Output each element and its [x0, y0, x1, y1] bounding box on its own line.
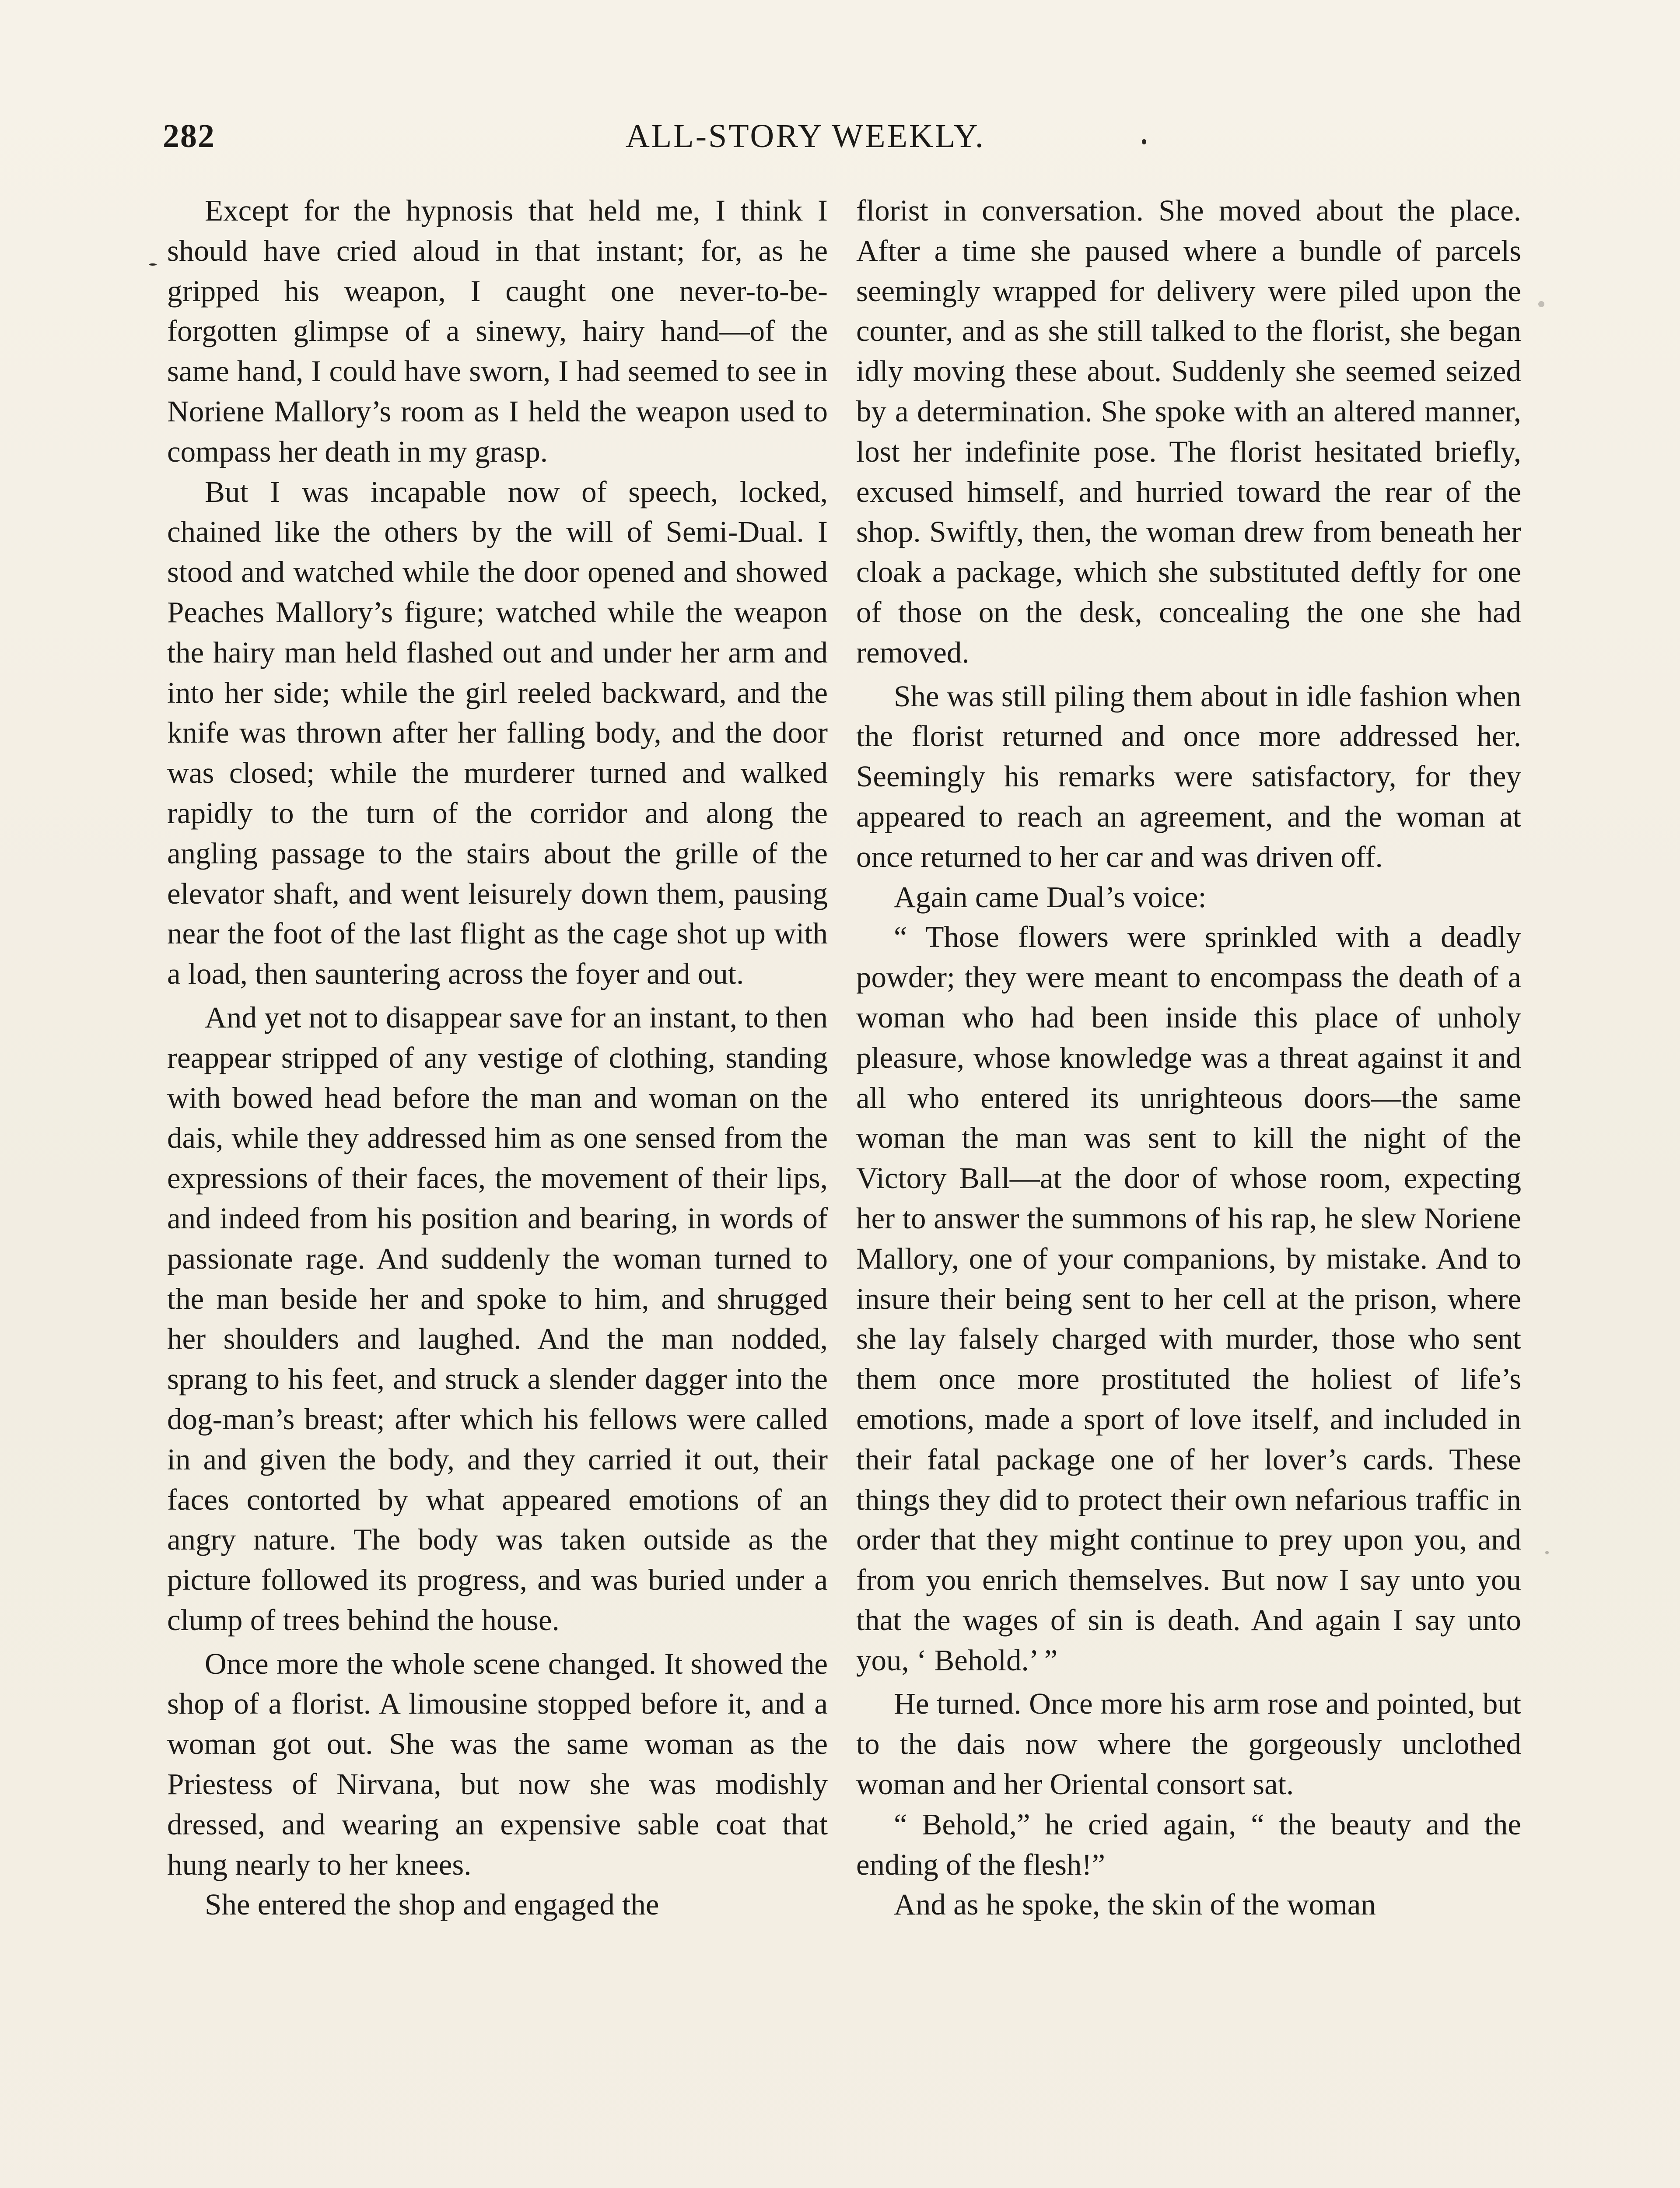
left-column	[167, 191, 828, 1925]
paragraph-continued: florist in conversation. She moved about the place. After a time she paused where a bundle of parcels seemingly wrapped for delivery were piled upon the counter, and as she still talked to the florist, she began idly moving these about. Suddenly she seemed seized by a determination. She spoke with an altered manner, lost her indefinite pose. The florist hesitated briefly, excused himself, and hurried toward the rear of the shop. Swiftly, then, the woman drew from beneath her cloak a package, which she substituted deftly for one of those on the desk, concealing the one she had removed.	[856, 194, 1521, 669]
page-header	[163, 117, 1531, 165]
running-head: ALL-STORY WEEKLY.	[626, 118, 985, 154]
print-speck	[1538, 301, 1544, 307]
paragraph: He turned. Once more his arm rose and pointed, but to the dais now where the gorgeously unclothed woman and her Oriental consort sat.	[856, 1687, 1521, 1801]
right-column	[856, 191, 1521, 1925]
paragraph: Once more the whole scene changed. It showed the shop of a florist. A limousine stopped before it, and a woman got out. She was the same woman as the Priestess of Nirvana, but now she was modishly dressed, and wearing an expensive sable coat that hung nearly to her knees.	[167, 1647, 828, 1881]
paragraph: She entered the shop and engaged the	[205, 1888, 659, 1922]
print-speck	[149, 263, 157, 266]
page-number: 282	[163, 118, 215, 154]
paragraph: Again came Dual’s voice:	[894, 880, 1207, 914]
paragraph: “ Those flowers were sprinkled with a deadly powder; they were meant to encompass the death of a woman who had been inside this place of unholy pleasure, whose knowledge was a threat against it and all who entered its unrighteous doors—the same woman the man was sent to kill the night of the Victory Ball—at the door of whose room, expecting her to answer the summons of his rap, he slew Noriene Mallory, one of your companions, by mistake. And to insure their being sent to her cell at the prison, where she lay falsely charged with murder, those who sent them once more prostituted the holiest of life’s emotions, made a sport of love itself, and included in their fatal package one of her lover’s cards. These things they did to protect their own nefarious traffic in order that they might continue to prey upon you, and from you enrich themselves. But now I say unto you that the wages of sin is death. And again I say unto you, ‘ Behold.’ ”	[856, 920, 1521, 1677]
print-speck	[1142, 139, 1146, 144]
paragraph: But I was incapable now of speech, locked, chained like the others by the will of Semi-Dual. I stood and watched while the door opened and showed Peaches Mallory’s figure; watched while the weapon the hairy man held flashed out and under her arm and into her side; while the girl reeled backward, and the knife was thrown after her falling body, and the door was closed; while the murderer turned and walked rapidly to the turn of the corridor and along the angling passage to the stairs about the grille of the elevator shaft, and went leisurely down them, pausing near the foot of the last flight as the cage shot up with a load, then sauntering across the foyer and out.	[167, 475, 828, 991]
paragraph: “ Behold,” he cried again, “ the beauty and the ending of the flesh!”	[856, 1807, 1521, 1881]
paragraph: And as he spoke, the skin of the woman	[894, 1888, 1376, 1922]
paragraph: She was still piling them about in idle fashion when the florist returned and once more addressed her. Seemingly his remarks were satisfactory, for they appeared to reach an agreement, and the woman at once returned to her car and was driven off.	[856, 679, 1521, 873]
print-speck	[1545, 1551, 1549, 1554]
paragraph: Except for the hypnosis that held me, I think I should have cried aloud in that instant; for, as he gripped his weapon, I caught one never-to-be-forgotten glimpse of a sinewy, hairy hand—of the same hand, I could have sworn, I had seemed to see in Noriene Mallory’s room as I held the weapon used to compass her death in my grasp.	[167, 194, 828, 468]
paragraph: And yet not to disappear save for an instant, to then reappear stripped of any vestige of clothing, standing with bowed head before the man and woman on the dais, while they addressed him as one sensed from the expressions of their faces, the movement of their lips, and indeed from his position and bearing, in words of passionate rage. And suddenly the woman turned to the man beside her and spoke to him, and shrugged her shoulders and laughed. And the man nodded, sprang to his feet, and struck a slender dagger into the dog-man’s breast; after which his fellows were called in and given the body, and they carried it out, their faces contorted by what appeared emotions of an angry nature. The body was taken outside as the picture followed its progress, and was buried under a clump of trees behind the house.	[167, 1000, 828, 1637]
